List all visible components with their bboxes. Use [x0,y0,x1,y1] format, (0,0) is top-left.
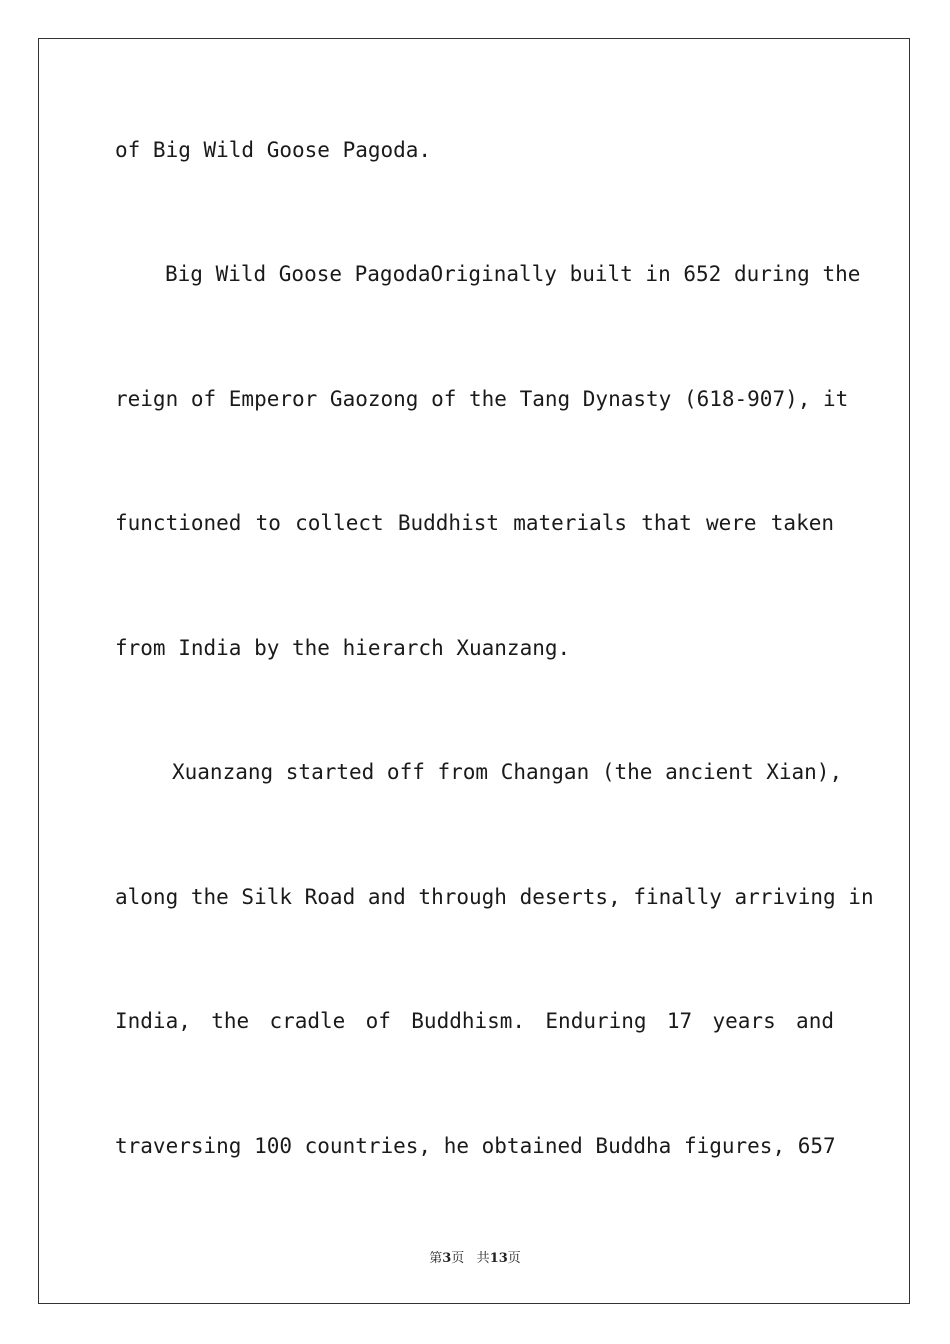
text-line: reign of Emperor Gaozong of the Tang Dynasty (618-907), it [115,387,849,411]
text-line: of Big Wild Goose Pagoda. [115,138,432,162]
text-line: functioned to collect Buddhist materials that were taken [115,511,834,535]
text-line: traversing 100 countries, he obtained Buddha figures, 657 [115,1134,836,1158]
page-prefix: 第 [429,1251,443,1266]
text-line: from India by the hierarch Xuanzang. [115,636,571,660]
page-border [38,38,910,1304]
text-line: along the Silk Road and through deserts, finally arriving in [115,885,874,909]
total-suffix: 页 [507,1251,521,1266]
page-suffix: 页 [451,1251,465,1266]
text-line: India, the cradle of Buddhism. Enduring 17 years and [115,1009,834,1033]
page-footer [0,1247,950,1266]
total-pages: 13 [489,1251,508,1266]
total-prefix: 共 [476,1251,490,1266]
paragraph-start-line: Big Wild Goose PagodaOriginally built in 652 during the [165,262,861,286]
paragraph-start-line: Xuanzang started off from Changan (the ancient Xian), [172,760,843,784]
page-number: 3 [442,1251,452,1266]
